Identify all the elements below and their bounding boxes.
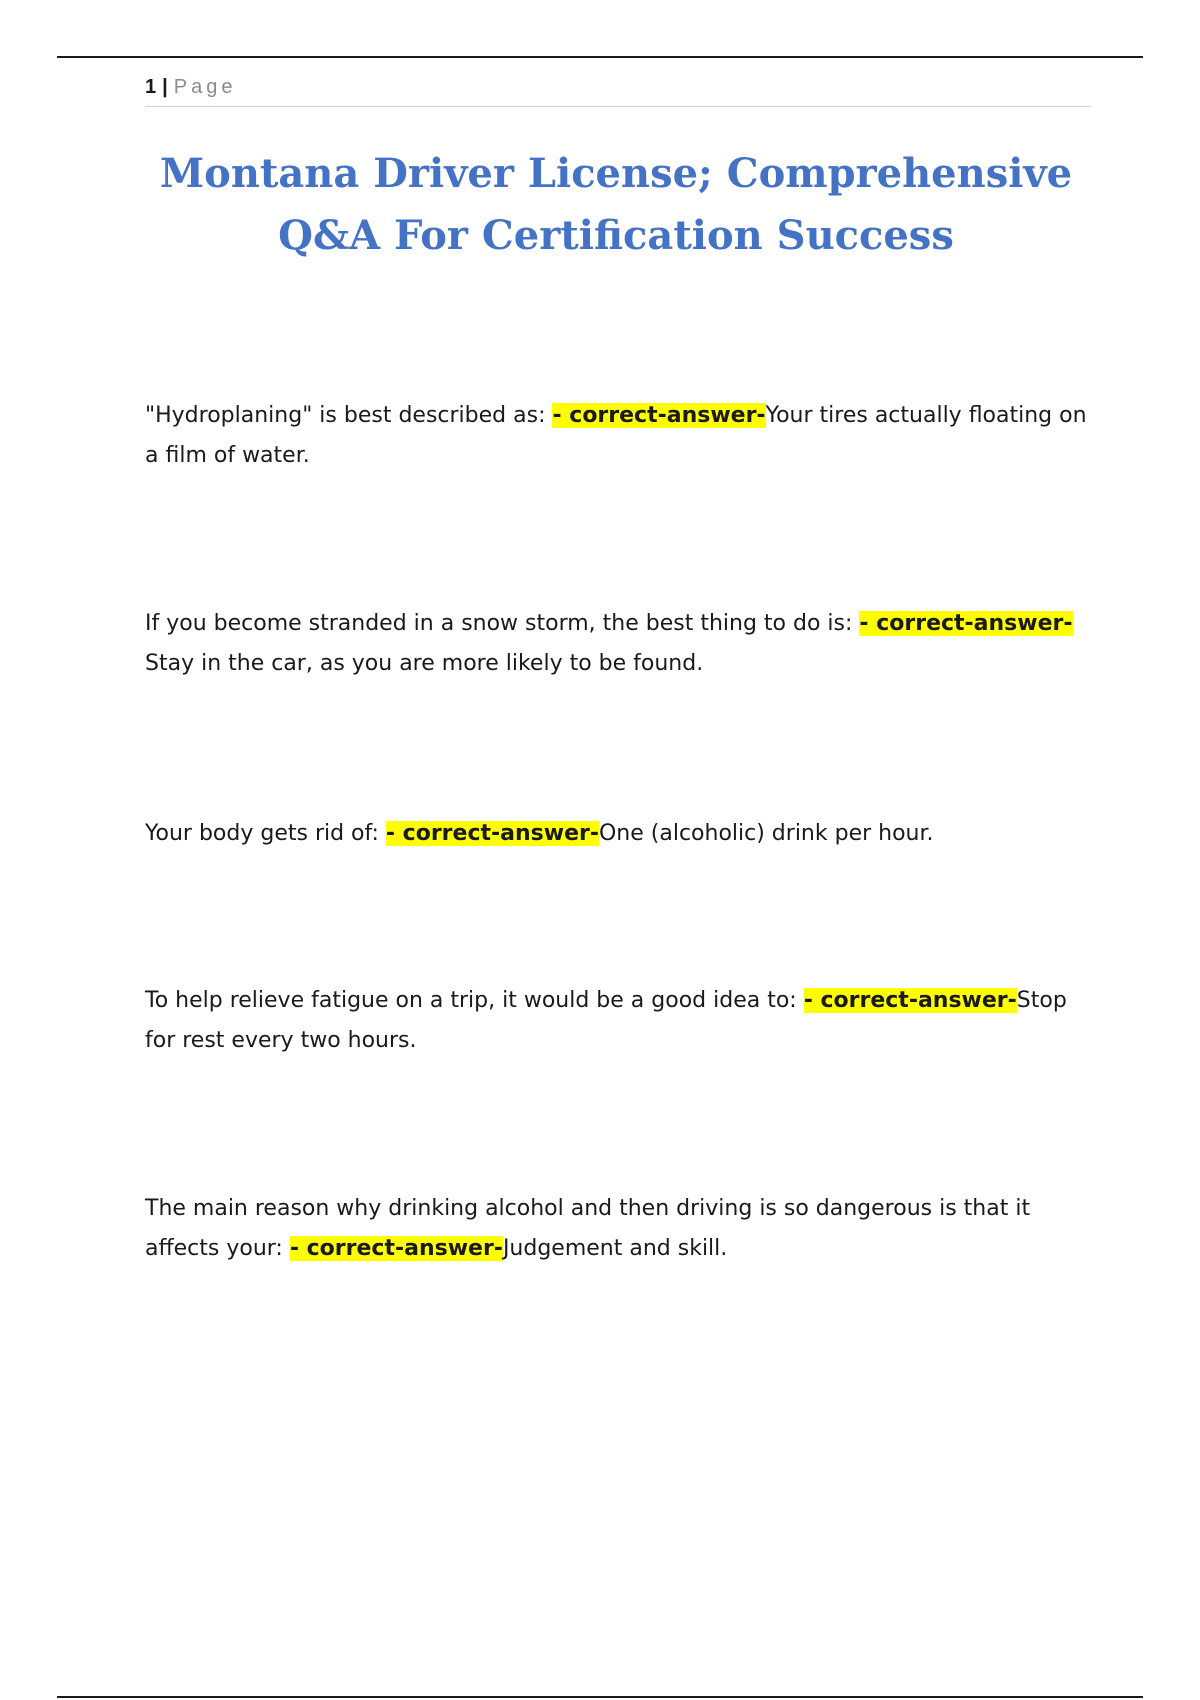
document-title bbox=[100, 143, 1132, 267]
top-rule bbox=[57, 56, 1143, 58]
qa-item bbox=[145, 1189, 1091, 1269]
qa-item bbox=[145, 396, 1091, 476]
title-line-2: Q&A For Certification Success bbox=[278, 212, 954, 259]
correct-answer-tag: - correct-answer- bbox=[859, 611, 1073, 636]
page-number: 1 bbox=[145, 76, 157, 98]
qa-item bbox=[145, 604, 1091, 684]
page-separator: | bbox=[162, 76, 168, 98]
question-text: If you become stranded in a snow storm, the best thing to do is: bbox=[145, 611, 860, 636]
qa-item bbox=[145, 981, 1091, 1061]
question-text: Your body gets rid of: bbox=[145, 821, 386, 846]
correct-answer-tag: - correct-answer- bbox=[552, 403, 766, 428]
question-text: The main reason why drinking alcohol and then driving is so dangerous is that it affects your: bbox=[145, 1196, 1031, 1261]
answer-text: Stay in the car, as you are more likely to be found. bbox=[145, 651, 704, 676]
page-label: Page bbox=[173, 76, 237, 98]
question-text: To help relieve fatigue on a trip, it would be a good idea to: bbox=[145, 988, 804, 1013]
correct-answer-tag: - correct-answer- bbox=[385, 821, 599, 846]
answer-text: Judgement and skill. bbox=[502, 1236, 728, 1261]
answer-text: One (alcoholic) drink per hour. bbox=[598, 821, 934, 846]
correct-answer-tag: - correct-answer- bbox=[289, 1236, 503, 1261]
qa-item bbox=[145, 814, 1091, 854]
question-text: "Hydroplaning" is best described as: bbox=[145, 403, 553, 428]
correct-answer-tag: - correct-answer- bbox=[803, 988, 1017, 1013]
page-header bbox=[145, 74, 1091, 107]
bottom-rule bbox=[57, 1696, 1143, 1698]
answer-text: Stop for rest every two hours. bbox=[145, 988, 1067, 1053]
title-line-1: Montana Driver License; Comprehensive bbox=[159, 150, 1073, 197]
answer-text: Your tires actually floating on a film of water. bbox=[145, 403, 1087, 468]
